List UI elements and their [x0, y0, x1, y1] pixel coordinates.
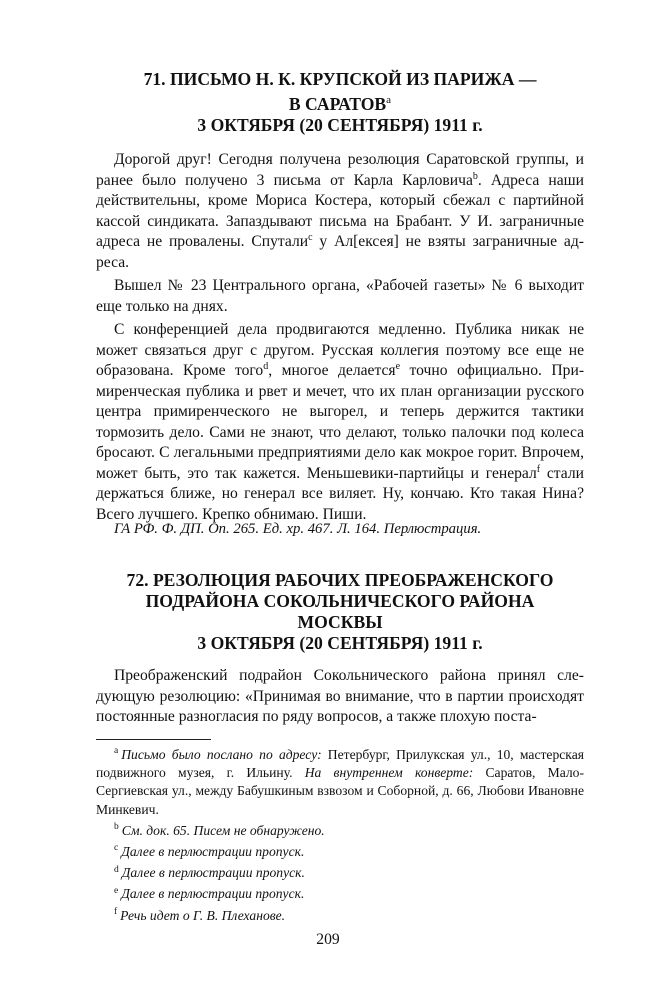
footnotes — [96, 746, 584, 925]
doc71-source — [96, 519, 584, 539]
doc71-p1-text-c: у Ал[ексея] не взяты заграничные адреса. — [96, 233, 584, 271]
doc72-paragraph-1: Преображенский подрайон Сокольнического района принял следующую резолюцию: «Принимая во внимание, что в партии происходят постоянные разногласия по ряду вопросов, а также плохую поста- — [96, 667, 584, 725]
footnote-d — [96, 864, 584, 882]
doc71-paragraph-2: Вышел № 23 Центрального органа, «Рабочей газеты» № 6 выходит еще только на днях. — [96, 277, 584, 315]
doc71-p1-text-a: Дорогой друг! Сегодня получена резолюция Саратовской группы, и ранее было получено 3 письма от Карла Карловича — [96, 151, 584, 189]
doc71-p1-text-b: . Адреса наши действительны, кроме Мориса Костера, который сбежал с партийной кассой синдиката. Запаздывают письма на Брабант. У И. заграничные адреса не провалены. Спутали — [96, 171, 584, 250]
doc71-heading-line2-text: В САРАТОВ — [288, 93, 387, 114]
footnote-a — [96, 746, 584, 819]
doc71-p3-text-c: точно официально. Примиренческая публика и рвет и мечет, что их план организации русского центра примиренческого не выгорел, и теперь держится тактики тормозить дело. Сами не знают, что делают, только палочки под колеса бросают. С легальными предприятиями дело как мокрое горит. Впрочем, может быть, это так кажется. Меньшевики-партийцы и генерал — [96, 362, 585, 482]
footnote-ref-b: b — [472, 170, 478, 182]
doc71-heading — [96, 69, 584, 136]
footnote-ref-f: f — [536, 463, 541, 475]
footnote-c — [96, 843, 584, 861]
footnote-mark-a: a — [114, 746, 119, 757]
footnote-e-text: Далее в перлюстрации пропуск. — [121, 886, 305, 902]
doc72-heading — [96, 570, 584, 654]
archival-source-citation: ГА РФ. Ф. ДП. Оп. 265. Ед. хр. 467. Л. 164. Перлюстрация. — [114, 521, 482, 537]
footnote-mark-b: b — [114, 822, 119, 833]
footnote-f — [96, 907, 584, 925]
footnote-ref-e: e — [395, 360, 401, 372]
footnote-d-text: Далее в перлюстрации пропуск. — [121, 865, 305, 881]
doc72-body — [96, 666, 584, 728]
doc71-paragraph-3 — [96, 320, 584, 525]
doc71-heading-date: 3 ОКТЯБРЯ (20 СЕНТЯБРЯ) 1911 г. — [197, 114, 483, 135]
doc71-p3-text-b: , многое делается — [268, 362, 396, 379]
doc71-heading-line1: 71. ПИСЬМО Н. К. КРУПСКОЙ ИЗ ПАРИЖА — — [143, 69, 537, 89]
footnote-b-text: См. док. 65. Писем не обнаружено. — [121, 822, 325, 838]
doc71-heading-line2 — [96, 90, 584, 115]
footnote-e — [96, 885, 584, 903]
footnote-mark-c: c — [114, 843, 119, 854]
doc71-paragraph-1 — [96, 150, 584, 273]
footnote-ref-a: a — [386, 94, 392, 106]
footnote-a-text-2: Саратов, Мало-Сергиевская ул., между Бабушкиным взвозом и Соборной, д. 66, Любови Ивановне Минкевич. — [96, 765, 584, 817]
footnote-mark-f: f — [114, 907, 118, 918]
footnote-mark-e: e — [114, 885, 119, 896]
footnote-a-text-1: Петербург, Прилукская ул., 10, мастерская подвижного музея, г. Ильину. — [96, 747, 584, 781]
doc71-body — [96, 150, 584, 525]
doc72-heading-line3: МОСКВЫ — [297, 612, 383, 632]
footnote-ref-d: d — [263, 360, 269, 372]
footnote-a-italic-1: Письмо было послано по адресу: — [121, 747, 322, 762]
footnote-separator — [96, 739, 211, 740]
doc72-heading-line2: ПОДРАЙОНА СОКОЛЬНИЧЕСКОГО РАЙОНА — [145, 591, 535, 611]
footnote-a-italic-2: На внутреннем конверте: — [304, 765, 474, 781]
doc71-p3-text-d: стали держаться ближе, но генерал все виляет. Ну, кончаю. Кто такая Нина? Всего лучшего. Крепко обнимаю. Пиши. — [96, 464, 584, 523]
doc72-heading-date: 3 ОКТЯБРЯ (20 СЕНТЯБРЯ) 1911 г. — [197, 633, 483, 653]
footnote-c-text: Далее в перлюстрации пропуск. — [121, 844, 305, 860]
footnote-f-text: Речь идет о Г. В. Плеханове. — [120, 907, 286, 923]
page-number: 209 — [316, 931, 340, 948]
doc71-p3-text-a: С конференцией дела продвигаются медленно. Публика никак не может связаться друг с другом. Русская коллегия поэтому все еще не образована. Кроме того — [96, 321, 584, 379]
footnote-ref-c: c — [308, 231, 313, 243]
doc72-heading-line1: 72. РЕЗОЛЮЦИЯ РАБОЧИХ ПРЕОБРАЖЕНСКОГО — [126, 570, 554, 590]
footnote-b — [96, 822, 584, 840]
footnote-mark-d: d — [114, 864, 119, 875]
